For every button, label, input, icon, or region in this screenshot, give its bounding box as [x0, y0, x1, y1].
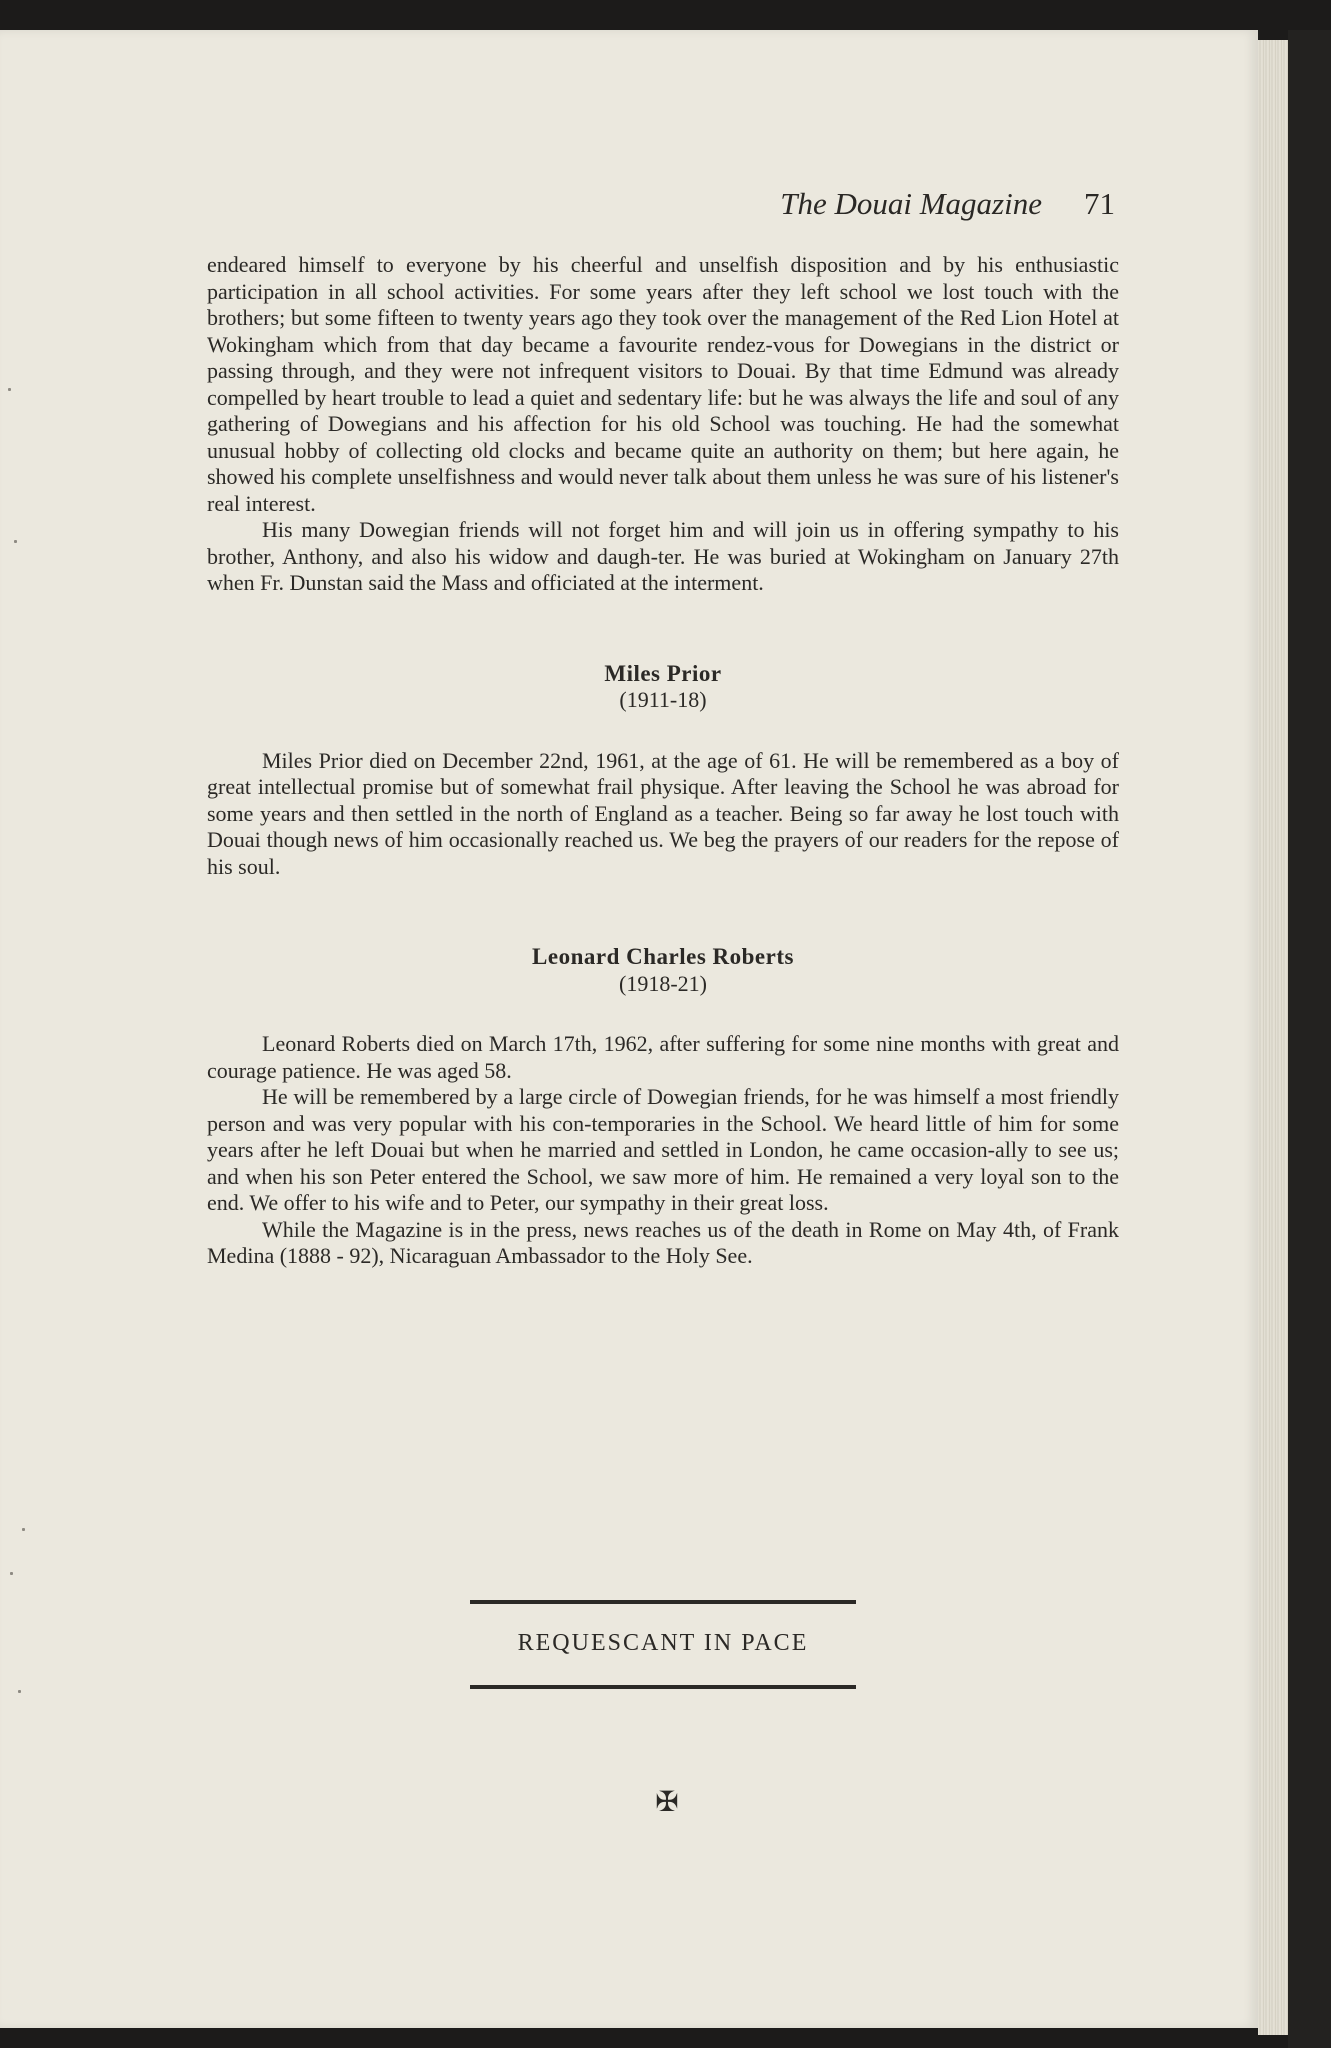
- obituary-paragraph: Miles Prior died on December 22nd, 1961, at the age of 61. He will be remembered as a boy of great intellectual promise but of somewhat frail physique. After leaving the School he was abroad for some years and then settled in the north of England as a teacher. Being so far away he lost touch with Douai though news of him occasionally reached us. We beg the prayers of our readers for the repose of his soul.: [207, 747, 1119, 879]
- bottom-rule: [470, 1685, 856, 1689]
- obituary-heading: [207, 661, 1119, 714]
- page-edge: [1258, 40, 1288, 2035]
- obituary-heading: [207, 944, 1119, 997]
- cross-icon: ✠: [655, 1787, 679, 1818]
- obituary-years: (1911-18): [619, 687, 707, 712]
- page-number: 71: [1084, 186, 1115, 221]
- requiescat-text: REQUESCANT IN PACE: [517, 1630, 809, 1656]
- continued-paragraph: endeared himself to everyone by his cheerful and unselfish disposition and by his enthusiastic participation in all school activities. For some years after they left school we lost touch with the brothers; but some fifteen to twenty years ago they took over the management of the Red Lion Hotel at Wokingham which from that day became a favourite rendez-vous for Dowegians in the district or passing through, and they were not infrequent visitors to Douai. By that time Edmund was already compelled by heart trouble to lead a quiet and sedentary life: but he was always the life and soul of any gathering of Dowegians and his affection for his old School was touching. He had the somewhat unusual hobby of collecting old clocks and became quite an authority on them; but here again, he showed his complete unselfishness and would never talk about them unless he was sure of his listener's real interest.: [207, 252, 1119, 516]
- top-rule: [470, 1600, 856, 1604]
- obituary-years: (1918-21): [619, 970, 707, 996]
- obituary-body: [207, 1031, 1119, 1217]
- continued-paragraph: His many Dowegian friends will not forget him and will join us in offering sympathy to his brother, Anthony, and also his widow and daugh-ter. He was buried at Wokingham on January 27th when Fr. Dunstan said the Mass and officiated at the interment.: [207, 517, 1119, 595]
- article-body: [207, 252, 1119, 1270]
- obituary-paragraph: Leonard Roberts died on March 17th, 1962, after suffering for some nine months with great and courage patience. He was aged 58.: [207, 1031, 1119, 1083]
- late-news-note: While the Magazine is in the press, news reaches us of the death in Rome on May 4th, of Frank Medina (1888 - 92), Nicaraguan Ambassador to the Holy See.: [207, 1216, 1119, 1268]
- magazine-title: The Douai Magazine: [780, 186, 1042, 221]
- running-header: [745, 186, 1115, 222]
- book-cover-edge: [1288, 30, 1331, 2048]
- obituary-name: Leonard Charles Roberts: [532, 944, 794, 969]
- closing-block: [470, 1600, 856, 1689]
- obituary-name: Miles Prior: [604, 660, 722, 686]
- obituary-paragraph: He will be remembered by a large circle of Dowegian friends, for he was himself a most friendly person and was very popular with his con-temporaries in the School. We heard little of him for some years after he left Douai but when he married and settled in London, he came occasion-ally to see us; and when his son Peter entered the School, we saw more of him. He remained a very loyal son to the end. We offer to his wife and to Peter, our sympathy in their great loss.: [207, 1084, 1119, 1215]
- obituary-body: [207, 748, 1119, 881]
